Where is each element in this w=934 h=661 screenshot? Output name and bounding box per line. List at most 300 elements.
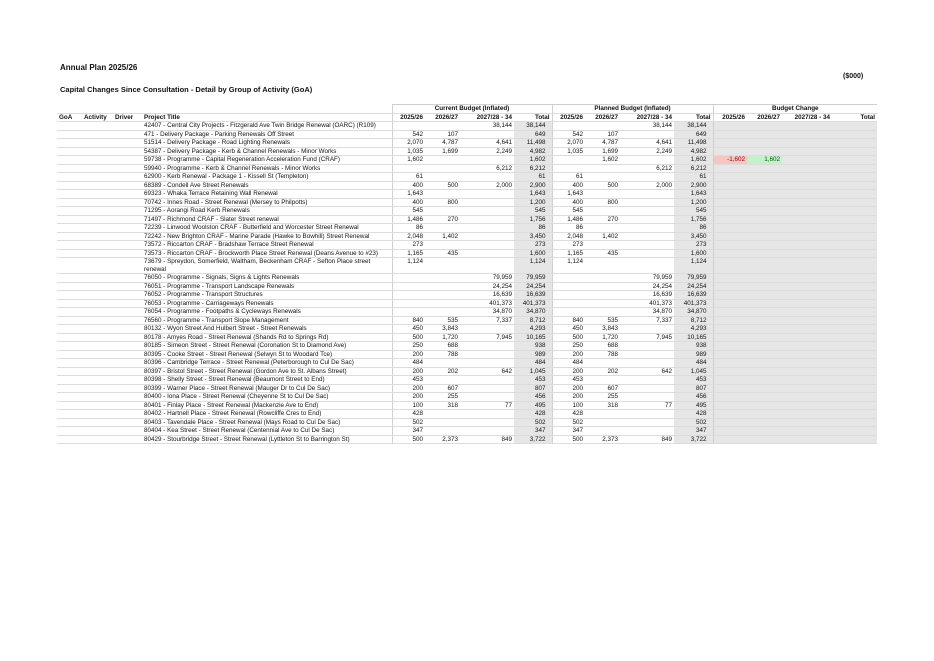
activity-cell — [82, 333, 113, 342]
current-value-cell: 688 — [425, 342, 460, 351]
table-row — [57, 164, 877, 173]
current-value-cell — [392, 122, 425, 131]
planned-value-cell: 61 — [552, 173, 585, 182]
driver-cell — [113, 173, 142, 182]
project-title-cell: 59738 - Programme - Capital Regeneration Acceleration Fund (CRAF) — [142, 156, 392, 165]
current-value-cell — [425, 224, 460, 233]
change-value-cell — [782, 291, 832, 300]
driver-cell — [113, 164, 142, 173]
current-value-cell: 1,602 — [514, 156, 552, 165]
planned-value-cell: 250 — [552, 342, 585, 351]
planned-value-cell: 2,373 — [585, 435, 620, 444]
activity-cell — [82, 147, 113, 156]
driver-cell — [113, 224, 142, 233]
capital-changes-table — [57, 104, 877, 444]
change-value-cell — [832, 249, 877, 258]
goa-cell — [57, 333, 82, 342]
change-value-cell — [832, 274, 877, 283]
change-value-cell — [832, 359, 877, 368]
planned-value-cell: 788 — [585, 350, 620, 359]
driver-cell — [113, 325, 142, 334]
change-value-cell — [782, 393, 832, 402]
change-value-cell — [747, 215, 782, 224]
planned-value-cell: 1,756 — [674, 215, 713, 224]
planned-value-cell: 428 — [552, 410, 585, 419]
planned-value-cell — [585, 190, 620, 199]
planned-value-cell — [620, 393, 674, 402]
change-value-cell — [747, 333, 782, 342]
current-value-cell: 4,293 — [514, 325, 552, 334]
current-value-cell — [425, 308, 460, 317]
current-value-cell — [392, 291, 425, 300]
planned-value-cell — [585, 359, 620, 368]
activity-cell — [82, 376, 113, 385]
current-value-cell: 2,249 — [460, 147, 514, 156]
driver-cell — [113, 427, 142, 436]
change-value-cell — [713, 299, 747, 308]
change-value-cell — [713, 190, 747, 199]
driver-cell — [113, 122, 142, 131]
current-value-cell — [425, 274, 460, 283]
planned-value-cell: 502 — [674, 418, 713, 427]
activity-cell — [82, 181, 113, 190]
goa-cell — [57, 376, 82, 385]
current-value-cell: 61 — [514, 173, 552, 182]
goa-cell — [57, 241, 82, 250]
planned-value-cell — [620, 207, 674, 216]
planned-value-cell: 24,254 — [620, 282, 674, 291]
report-subtitle: Capital Changes Since Consultation - Detail by Group of Activity (GoA) — [60, 85, 313, 94]
change-value-cell — [782, 384, 832, 393]
change-value-cell — [747, 367, 782, 376]
goa-cell — [57, 190, 82, 199]
current-value-cell: 3,843 — [425, 325, 460, 334]
change-value-cell — [747, 393, 782, 402]
current-value-cell: 1,600 — [514, 249, 552, 258]
current-value-cell: 401,373 — [514, 299, 552, 308]
change-value-cell — [747, 401, 782, 410]
project-title-cell: 76050 - Programme - Signals, Signs & Lights Renewals — [142, 274, 392, 283]
change-value-cell — [747, 173, 782, 182]
driver-cell — [113, 418, 142, 427]
planned-value-cell: 495 — [674, 401, 713, 410]
activity-cell — [82, 173, 113, 182]
planned-value-cell: 200 — [552, 350, 585, 359]
current-value-cell: 2,048 — [392, 232, 425, 241]
table-row — [57, 198, 877, 207]
goa-cell — [57, 418, 82, 427]
change-value-cell — [782, 418, 832, 427]
goa-cell — [57, 401, 82, 410]
current-value-cell: 484 — [514, 359, 552, 368]
current-value-cell: 545 — [514, 207, 552, 216]
change-value-cell — [747, 241, 782, 250]
planned-value-cell — [585, 291, 620, 300]
table-row — [57, 401, 877, 410]
driver-cell — [113, 359, 142, 368]
driver-cell — [113, 249, 142, 258]
current-value-cell: 200 — [392, 350, 425, 359]
project-title-cell: 71295 - Aorangi Road Kerb Renewals — [142, 207, 392, 216]
col-current-total: Total — [514, 113, 552, 122]
activity-cell — [82, 350, 113, 359]
change-value-cell — [782, 308, 832, 317]
change-value-cell — [713, 401, 747, 410]
goa-cell — [57, 249, 82, 258]
col-driver: Driver — [113, 113, 142, 122]
current-value-cell: 1,402 — [425, 232, 460, 241]
planned-value-cell — [585, 241, 620, 250]
driver-cell — [113, 308, 142, 317]
planned-value-cell — [585, 308, 620, 317]
driver-cell — [113, 232, 142, 241]
planned-value-cell: 79,959 — [674, 274, 713, 283]
current-value-cell: 34,870 — [460, 308, 514, 317]
change-value-cell — [832, 282, 877, 291]
activity-cell — [82, 435, 113, 444]
activity-cell — [82, 224, 113, 233]
current-value-cell — [392, 299, 425, 308]
activity-cell — [82, 393, 113, 402]
current-value-cell — [425, 258, 460, 274]
goa-cell — [57, 181, 82, 190]
unit-label: ($000) — [843, 73, 864, 80]
planned-value-cell: 347 — [674, 427, 713, 436]
planned-value-cell — [585, 164, 620, 173]
change-value-cell — [832, 316, 877, 325]
planned-value-cell: 270 — [585, 215, 620, 224]
table-row — [57, 308, 877, 317]
current-value-cell: 7,337 — [460, 316, 514, 325]
project-title-cell: 69323 - Whaka Terrace Retaining Wall Renewal — [142, 190, 392, 199]
planned-value-cell: 453 — [674, 376, 713, 385]
goa-cell — [57, 232, 82, 241]
current-value-cell: 502 — [514, 418, 552, 427]
current-value-cell: 250 — [392, 342, 425, 351]
current-value-cell: 788 — [425, 350, 460, 359]
col-goa: GoA — [57, 113, 82, 122]
current-value-cell: 500 — [392, 333, 425, 342]
change-value-cell — [713, 207, 747, 216]
change-value-cell — [747, 258, 782, 274]
current-value-cell: 502 — [392, 418, 425, 427]
planned-value-cell: 4,641 — [620, 139, 674, 148]
change-value-cell — [713, 282, 747, 291]
driver-cell — [113, 181, 142, 190]
table-row — [57, 274, 877, 283]
current-value-cell — [460, 393, 514, 402]
planned-value-cell: 535 — [585, 316, 620, 325]
change-value-cell — [713, 173, 747, 182]
current-value-cell — [460, 384, 514, 393]
goa-cell — [57, 359, 82, 368]
current-value-cell: 86 — [514, 224, 552, 233]
current-value-cell — [460, 342, 514, 351]
current-value-cell: 800 — [425, 198, 460, 207]
change-value-cell — [832, 393, 877, 402]
change-value-cell — [782, 376, 832, 385]
planned-value-cell: 16,639 — [620, 291, 674, 300]
goa-cell — [57, 316, 82, 325]
table-row — [57, 258, 877, 274]
col-planned-total: Total — [674, 113, 713, 122]
col-change-y3: 2027/28 - 34 — [782, 113, 832, 122]
goa-cell — [57, 139, 82, 148]
current-value-cell: 270 — [425, 215, 460, 224]
change-value-cell — [713, 291, 747, 300]
col-planned-y1: 2025/26 — [552, 113, 585, 122]
table-row — [57, 325, 877, 334]
project-title-cell: 51514 - Delivery Package - Road Lighting Renewals — [142, 139, 392, 148]
change-value-cell — [782, 435, 832, 444]
driver-cell — [113, 139, 142, 148]
change-value-cell — [832, 435, 877, 444]
planned-value-cell: 347 — [552, 427, 585, 436]
change-value-cell — [713, 384, 747, 393]
current-value-cell: 1,035 — [392, 147, 425, 156]
current-value-cell: 4,787 — [425, 139, 460, 148]
activity-cell — [82, 198, 113, 207]
planned-value-cell: 3,722 — [674, 435, 713, 444]
change-value-cell — [747, 274, 782, 283]
change-value-cell — [713, 139, 747, 148]
goa-cell — [57, 342, 82, 351]
change-value-cell — [832, 232, 877, 241]
planned-value-cell: 1,200 — [674, 198, 713, 207]
budget-change-header: Budget Change — [713, 105, 877, 114]
table-row — [57, 418, 877, 427]
planned-value-cell: 200 — [552, 367, 585, 376]
table-row — [57, 359, 877, 368]
table-row — [57, 282, 877, 291]
current-value-cell: 16,639 — [460, 291, 514, 300]
current-value-cell: 107 — [425, 130, 460, 139]
planned-value-cell — [620, 410, 674, 419]
planned-value-cell: 545 — [674, 207, 713, 216]
table-row — [57, 435, 877, 444]
change-value-cell — [747, 299, 782, 308]
current-value-cell: 649 — [514, 130, 552, 139]
activity-cell — [82, 401, 113, 410]
planned-value-cell: 3,450 — [674, 232, 713, 241]
planned-value-cell: 1,045 — [674, 367, 713, 376]
planned-value-cell — [620, 241, 674, 250]
current-value-cell: 8,712 — [514, 316, 552, 325]
planned-value-cell: 840 — [552, 316, 585, 325]
current-value-cell — [460, 207, 514, 216]
planned-value-cell — [552, 156, 585, 165]
change-value-cell — [713, 350, 747, 359]
current-value-cell — [425, 122, 460, 131]
change-value-cell — [782, 249, 832, 258]
change-value-cell — [713, 359, 747, 368]
planned-value-cell — [585, 122, 620, 131]
change-value-cell — [782, 333, 832, 342]
planned-value-cell — [585, 427, 620, 436]
planned-value-cell: 2,249 — [620, 147, 674, 156]
project-title-cell: 80397 - Bristol Street - Street Renewal (Gordon Ave to St. Albans Street) — [142, 367, 392, 376]
current-value-cell — [460, 232, 514, 241]
change-value-cell — [747, 282, 782, 291]
change-value-cell — [747, 376, 782, 385]
change-value-cell — [747, 147, 782, 156]
current-value-cell: 61 — [392, 173, 425, 182]
goa-cell — [57, 215, 82, 224]
current-value-cell — [392, 274, 425, 283]
current-value-cell: 255 — [425, 393, 460, 402]
current-value-cell: 401,373 — [460, 299, 514, 308]
change-value-cell — [832, 207, 877, 216]
planned-value-cell: 107 — [585, 130, 620, 139]
driver-cell — [113, 156, 142, 165]
planned-value-cell: 200 — [552, 384, 585, 393]
col-planned-y3: 2027/28 - 34 — [620, 113, 674, 122]
planned-value-cell — [620, 384, 674, 393]
goa-cell — [57, 291, 82, 300]
current-value-cell: 1,699 — [425, 147, 460, 156]
change-value-cell — [747, 325, 782, 334]
change-value-cell — [832, 427, 877, 436]
driver-cell — [113, 282, 142, 291]
table-row — [57, 156, 877, 165]
planned-value-cell: 6,212 — [620, 164, 674, 173]
table-row — [57, 224, 877, 233]
goa-cell — [57, 173, 82, 182]
driver-cell — [113, 198, 142, 207]
driver-cell — [113, 274, 142, 283]
current-value-cell — [392, 308, 425, 317]
planned-value-cell: 1,402 — [585, 232, 620, 241]
planned-value-cell — [585, 224, 620, 233]
planned-value-cell: 607 — [585, 384, 620, 393]
planned-value-cell — [620, 376, 674, 385]
project-title-cell: 80178 - Amyes Road - Street Renewal (Shands Rd to Springs Rd) — [142, 333, 392, 342]
current-value-cell: 545 — [392, 207, 425, 216]
planned-value-cell — [620, 156, 674, 165]
change-value-cell — [782, 173, 832, 182]
driver-cell — [113, 342, 142, 351]
planned-value-cell: 1,602 — [674, 156, 713, 165]
current-value-cell — [460, 418, 514, 427]
table-row — [57, 367, 877, 376]
current-value-cell: 607 — [425, 384, 460, 393]
current-value-cell: 86 — [392, 224, 425, 233]
change-value-cell — [713, 376, 747, 385]
planned-value-cell: 484 — [552, 359, 585, 368]
change-value-cell — [713, 215, 747, 224]
current-value-cell — [392, 164, 425, 173]
change-value-cell — [747, 232, 782, 241]
planned-value-cell: 688 — [585, 342, 620, 351]
current-value-cell: 453 — [392, 376, 425, 385]
activity-cell — [82, 418, 113, 427]
table-row — [57, 249, 877, 258]
change-value-cell — [747, 181, 782, 190]
change-value-cell — [782, 274, 832, 283]
goa-cell — [57, 367, 82, 376]
planned-value-cell — [552, 299, 585, 308]
change-value-cell — [747, 139, 782, 148]
change-value-cell — [747, 418, 782, 427]
current-value-cell — [425, 376, 460, 385]
activity-cell — [82, 274, 113, 283]
activity-cell — [82, 410, 113, 419]
activity-cell — [82, 308, 113, 317]
change-value-cell — [832, 325, 877, 334]
planned-value-cell: 10,165 — [674, 333, 713, 342]
current-value-cell — [425, 207, 460, 216]
change-value-cell — [713, 164, 747, 173]
planned-value-cell: 484 — [674, 359, 713, 368]
table-row — [57, 291, 877, 300]
current-value-cell — [425, 190, 460, 199]
activity-cell — [82, 316, 113, 325]
activity-cell — [82, 215, 113, 224]
planned-value-cell: 34,870 — [674, 308, 713, 317]
change-value-cell — [832, 173, 877, 182]
activity-cell — [82, 122, 113, 131]
change-value-cell — [782, 325, 832, 334]
planned-value-cell: 38,144 — [674, 122, 713, 131]
current-value-cell: 495 — [514, 401, 552, 410]
change-value-cell — [713, 198, 747, 207]
driver-cell — [113, 384, 142, 393]
change-value-cell — [832, 156, 877, 165]
planned-value-cell: 7,945 — [620, 333, 674, 342]
change-value-cell — [782, 299, 832, 308]
change-value-cell — [832, 198, 877, 207]
current-value-cell: 1,720 — [425, 333, 460, 342]
driver-cell — [113, 401, 142, 410]
change-value-cell — [747, 190, 782, 199]
planned-value-cell: 11,498 — [674, 139, 713, 148]
change-value-cell — [832, 384, 877, 393]
activity-cell — [82, 367, 113, 376]
project-title-cell: 76051 - Programme - Transport Landscape Renewals — [142, 282, 392, 291]
current-value-cell: 1,165 — [392, 249, 425, 258]
table-row — [57, 350, 877, 359]
project-title-cell: 80399 - Warner Place - Street Renewal (Mauger Dr to Cul De Sac) — [142, 384, 392, 393]
project-title-cell: 80132 - Wyon Street And Hulbert Street - Street Renewals — [142, 325, 392, 334]
change-value-cell — [832, 164, 877, 173]
current-value-cell: 1,200 — [514, 198, 552, 207]
current-value-cell: 453 — [514, 376, 552, 385]
table-row — [57, 207, 877, 216]
planned-value-cell — [585, 410, 620, 419]
col-change-y2: 2026/27 — [747, 113, 782, 122]
activity-cell — [82, 359, 113, 368]
change-value-cell — [782, 359, 832, 368]
current-value-cell: 2,070 — [392, 139, 425, 148]
current-value-cell: 38,144 — [460, 122, 514, 131]
change-value-cell — [747, 435, 782, 444]
planned-value-cell: 2,900 — [674, 181, 713, 190]
goa-cell — [57, 435, 82, 444]
planned-value-cell: 502 — [552, 418, 585, 427]
current-value-cell: 456 — [514, 393, 552, 402]
driver-cell — [113, 393, 142, 402]
change-value-cell — [713, 147, 747, 156]
current-value-cell — [460, 359, 514, 368]
activity-cell — [82, 299, 113, 308]
current-value-cell: 1,756 — [514, 215, 552, 224]
current-value-cell: 400 — [392, 198, 425, 207]
project-title-cell: 80404 - Kea Street - Street Renewal (Centennial Ave to Cul De Sac) — [142, 427, 392, 436]
current-value-cell: 400 — [392, 181, 425, 190]
change-value-cell: -1,602 — [713, 156, 747, 165]
goa-cell — [57, 224, 82, 233]
planned-value-cell: 202 — [585, 367, 620, 376]
